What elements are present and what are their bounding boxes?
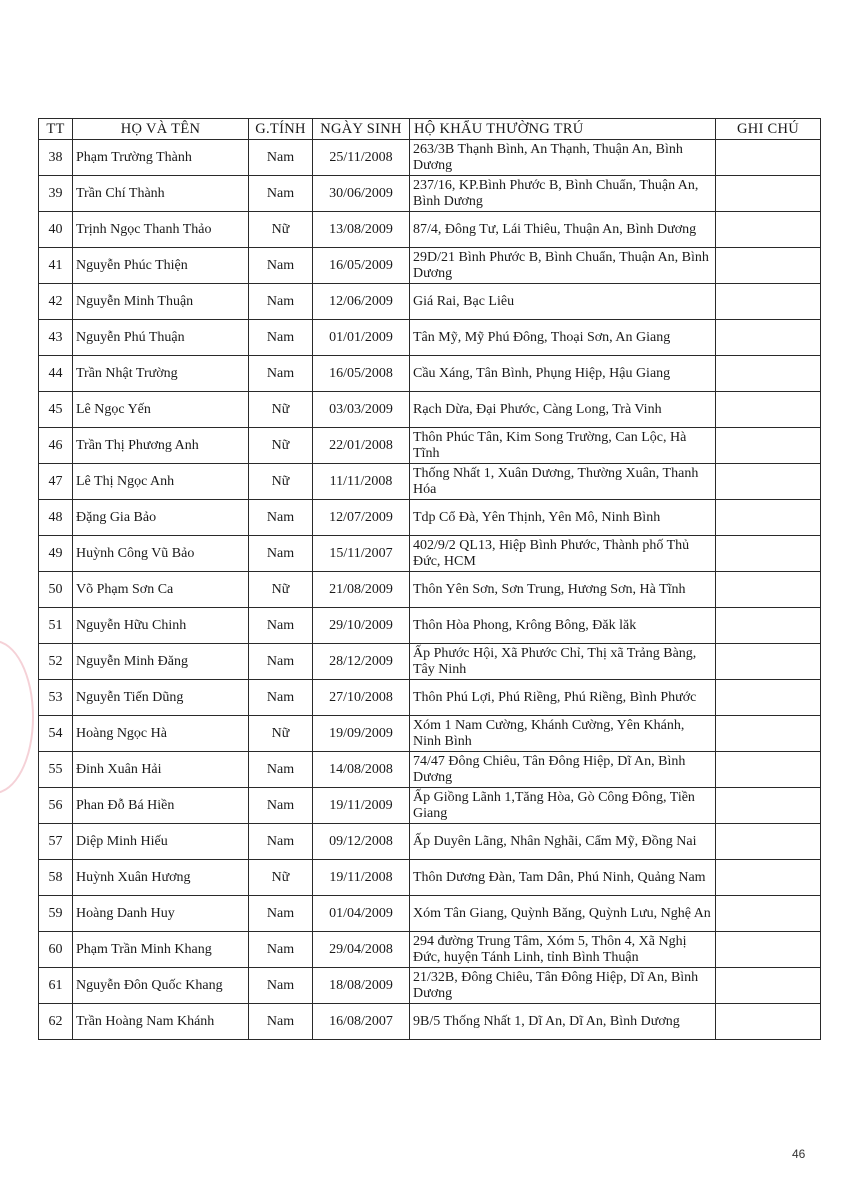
date-of-birth-cell: 15/11/2007 [313, 536, 410, 572]
gender-cell: Nam [249, 320, 313, 356]
note-cell [716, 572, 821, 608]
gender-cell: Nam [249, 824, 313, 860]
table-row [39, 824, 821, 860]
note-cell [716, 212, 821, 248]
gender-cell: Nam [249, 752, 313, 788]
table-row [39, 644, 821, 680]
permanent-address-cell: Ấp Duyên Lãng, Nhân Nghãi, Cẩm Mỹ, Đồng Nai [410, 824, 716, 860]
gender-cell: Nữ [249, 860, 313, 896]
permanent-address-cell: Ấp Giồng Lãnh 1,Tăng Hòa, Gò Công Đông, Tiền Giang [410, 788, 716, 824]
student-name-cell: Trần Thị Phương Anh [73, 428, 249, 464]
date-of-birth-cell: 12/07/2009 [313, 500, 410, 536]
note-cell [716, 932, 821, 968]
row-number-cell: 38 [39, 140, 73, 176]
student-roster-table [38, 118, 821, 1040]
note-cell [716, 860, 821, 896]
note-cell [716, 968, 821, 1004]
gender-cell: Nam [249, 932, 313, 968]
student-name-cell: Phạm Trường Thành [73, 140, 249, 176]
note-cell [716, 1004, 821, 1040]
table-row [39, 896, 821, 932]
note-cell [716, 500, 821, 536]
row-number-cell: 49 [39, 536, 73, 572]
note-cell [716, 320, 821, 356]
faded-red-stamp [0, 640, 34, 794]
note-cell [716, 752, 821, 788]
row-number-cell: 45 [39, 392, 73, 428]
row-number-cell: 42 [39, 284, 73, 320]
table-row [39, 428, 821, 464]
permanent-address-cell: Rạch Dừa, Đại Phước, Càng Long, Trà Vinh [410, 392, 716, 428]
row-number-cell: 53 [39, 680, 73, 716]
date-of-birth-cell: 19/09/2009 [313, 716, 410, 752]
note-cell [716, 464, 821, 500]
date-of-birth-cell: 19/11/2009 [313, 788, 410, 824]
gender-cell: Nữ [249, 716, 313, 752]
gender-cell: Nam [249, 500, 313, 536]
header-note: GHI CHÚ [716, 119, 821, 140]
date-of-birth-cell: 27/10/2008 [313, 680, 410, 716]
gender-cell: Nam [249, 1004, 313, 1040]
table-row [39, 140, 821, 176]
permanent-address-cell: 87/4, Đông Tư, Lái Thiêu, Thuận An, Bình Dương [410, 212, 716, 248]
permanent-address-cell: Thôn Phúc Tân, Kim Song Trường, Can Lộc, Hà Tĩnh [410, 428, 716, 464]
date-of-birth-cell: 29/04/2008 [313, 932, 410, 968]
student-name-cell: Võ Phạm Sơn Ca [73, 572, 249, 608]
table-row [39, 536, 821, 572]
table-row [39, 500, 821, 536]
permanent-address-cell: Xóm Tân Giang, Quỳnh Băng, Quỳnh Lưu, Nghệ An [410, 896, 716, 932]
student-name-cell: Nguyễn Minh Thuận [73, 284, 249, 320]
header-dob: NGÀY SINH [313, 119, 410, 140]
date-of-birth-cell: 13/08/2009 [313, 212, 410, 248]
row-number-cell: 43 [39, 320, 73, 356]
row-number-cell: 56 [39, 788, 73, 824]
table-row [39, 572, 821, 608]
permanent-address-cell: 74/47 Đông Chiêu, Tân Đông Hiệp, Dĩ An, Bình Dương [410, 752, 716, 788]
header-name: HỌ VÀ TÊN [73, 119, 249, 140]
permanent-address-cell: 21/32B, Đông Chiêu, Tân Đông Hiệp, Dĩ An, Bình Dương [410, 968, 716, 1004]
note-cell [716, 716, 821, 752]
row-number-cell: 40 [39, 212, 73, 248]
permanent-address-cell: Tdp Cổ Đà, Yên Thịnh, Yên Mô, Ninh Bình [410, 500, 716, 536]
student-name-cell: Trần Chí Thành [73, 176, 249, 212]
row-number-cell: 50 [39, 572, 73, 608]
row-number-cell: 62 [39, 1004, 73, 1040]
student-name-cell: Hoàng Danh Huy [73, 896, 249, 932]
date-of-birth-cell: 21/08/2009 [313, 572, 410, 608]
student-name-cell: Nguyễn Minh Đăng [73, 644, 249, 680]
note-cell [716, 356, 821, 392]
student-name-cell: Nguyễn Phú Thuận [73, 320, 249, 356]
date-of-birth-cell: 01/01/2009 [313, 320, 410, 356]
note-cell [716, 824, 821, 860]
table-row [39, 212, 821, 248]
date-of-birth-cell: 19/11/2008 [313, 860, 410, 896]
table-row [39, 392, 821, 428]
table-row [39, 464, 821, 500]
table-row [39, 356, 821, 392]
page-number: 46 [792, 1147, 806, 1161]
student-name-cell: Nguyễn Hữu Chinh [73, 608, 249, 644]
permanent-address-cell: 29D/21 Bình Phước B, Bình Chuẩn, Thuận An, Bình Dương [410, 248, 716, 284]
gender-cell: Nam [249, 608, 313, 644]
permanent-address-cell: Xóm 1 Nam Cường, Khánh Cường, Yên Khánh, Ninh Bình [410, 716, 716, 752]
date-of-birth-cell: 16/08/2007 [313, 1004, 410, 1040]
table-row [39, 248, 821, 284]
student-name-cell: Nguyễn Tiến Dũng [73, 680, 249, 716]
gender-cell: Nam [249, 356, 313, 392]
gender-cell: Nữ [249, 572, 313, 608]
row-number-cell: 51 [39, 608, 73, 644]
row-number-cell: 58 [39, 860, 73, 896]
permanent-address-cell: Tân Mỹ, Mỹ Phú Đông, Thoại Sơn, An Giang [410, 320, 716, 356]
permanent-address-cell: 294 đường Trung Tâm, Xóm 5, Thôn 4, Xã Nghị Đức, huyện Tánh Linh, tỉnh Bình Thuận [410, 932, 716, 968]
row-number-cell: 46 [39, 428, 73, 464]
permanent-address-cell: Thôn Hòa Phong, Krông Bông, Đăk lăk [410, 608, 716, 644]
permanent-address-cell: Thống Nhất 1, Xuân Dương, Thường Xuân, Thanh Hóa [410, 464, 716, 500]
date-of-birth-cell: 18/08/2009 [313, 968, 410, 1004]
note-cell [716, 536, 821, 572]
date-of-birth-cell: 22/01/2008 [313, 428, 410, 464]
permanent-address-cell: 263/3B Thạnh Bình, An Thạnh, Thuận An, Bình Dương [410, 140, 716, 176]
row-number-cell: 54 [39, 716, 73, 752]
date-of-birth-cell: 11/11/2008 [313, 464, 410, 500]
note-cell [716, 896, 821, 932]
note-cell [716, 428, 821, 464]
date-of-birth-cell: 14/08/2008 [313, 752, 410, 788]
student-name-cell: Trần Nhật Trường [73, 356, 249, 392]
row-number-cell: 48 [39, 500, 73, 536]
date-of-birth-cell: 09/12/2008 [313, 824, 410, 860]
table-row [39, 752, 821, 788]
date-of-birth-cell: 29/10/2009 [313, 608, 410, 644]
gender-cell: Nam [249, 644, 313, 680]
row-number-cell: 57 [39, 824, 73, 860]
permanent-address-cell: Thôn Dương Đàn, Tam Dân, Phú Ninh, Quảng Nam [410, 860, 716, 896]
table-row [39, 932, 821, 968]
note-cell [716, 140, 821, 176]
student-name-cell: Đinh Xuân Hải [73, 752, 249, 788]
student-name-cell: Trịnh Ngọc Thanh Thảo [73, 212, 249, 248]
table-row [39, 176, 821, 212]
date-of-birth-cell: 12/06/2009 [313, 284, 410, 320]
student-name-cell: Đặng Gia Bảo [73, 500, 249, 536]
student-name-cell: Phạm Trần Minh Khang [73, 932, 249, 968]
gender-cell: Nam [249, 176, 313, 212]
gender-cell: Nam [249, 284, 313, 320]
student-name-cell: Lê Thị Ngọc Anh [73, 464, 249, 500]
note-cell [716, 392, 821, 428]
gender-cell: Nữ [249, 464, 313, 500]
gender-cell: Nữ [249, 212, 313, 248]
row-number-cell: 44 [39, 356, 73, 392]
note-cell [716, 248, 821, 284]
header-address: HỘ KHẨU THƯỜNG TRÚ [410, 119, 716, 140]
row-number-cell: 52 [39, 644, 73, 680]
table-body [39, 140, 821, 1040]
gender-cell: Nam [249, 968, 313, 1004]
gender-cell: Nam [249, 680, 313, 716]
date-of-birth-cell: 30/06/2009 [313, 176, 410, 212]
table-header-row [39, 119, 821, 140]
note-cell [716, 284, 821, 320]
note-cell [716, 644, 821, 680]
gender-cell: Nữ [249, 392, 313, 428]
table-row [39, 788, 821, 824]
row-number-cell: 61 [39, 968, 73, 1004]
permanent-address-cell: 237/16, KP.Bình Phước B, Bình Chuẩn, Thuận An, Bình Dương [410, 176, 716, 212]
table-row [39, 1004, 821, 1040]
table-row [39, 680, 821, 716]
gender-cell: Nam [249, 248, 313, 284]
student-name-cell: Diệp Minh Hiếu [73, 824, 249, 860]
note-cell [716, 176, 821, 212]
permanent-address-cell: 9B/5 Thống Nhất 1, Dĩ An, Dĩ An, Bình Dương [410, 1004, 716, 1040]
gender-cell: Nam [249, 140, 313, 176]
row-number-cell: 39 [39, 176, 73, 212]
student-name-cell: Nguyễn Phúc Thiện [73, 248, 249, 284]
student-name-cell: Hoàng Ngọc Hà [73, 716, 249, 752]
permanent-address-cell: Thôn Phú Lợi, Phú Riềng, Phú Riềng, Bình Phước [410, 680, 716, 716]
date-of-birth-cell: 16/05/2009 [313, 248, 410, 284]
gender-cell: Nam [249, 536, 313, 572]
permanent-address-cell: Giá Rai, Bạc Liêu [410, 284, 716, 320]
row-number-cell: 47 [39, 464, 73, 500]
date-of-birth-cell: 25/11/2008 [313, 140, 410, 176]
row-number-cell: 41 [39, 248, 73, 284]
row-number-cell: 60 [39, 932, 73, 968]
date-of-birth-cell: 28/12/2009 [313, 644, 410, 680]
gender-cell: Nữ [249, 428, 313, 464]
row-number-cell: 55 [39, 752, 73, 788]
table-row [39, 860, 821, 896]
table-row [39, 608, 821, 644]
permanent-address-cell: Thôn Yên Sơn, Sơn Trung, Hương Sơn, Hà Tĩnh [410, 572, 716, 608]
permanent-address-cell: Cầu Xáng, Tân Bình, Phụng Hiệp, Hậu Giang [410, 356, 716, 392]
date-of-birth-cell: 16/05/2008 [313, 356, 410, 392]
table-row [39, 716, 821, 752]
date-of-birth-cell: 01/04/2009 [313, 896, 410, 932]
gender-cell: Nam [249, 788, 313, 824]
date-of-birth-cell: 03/03/2009 [313, 392, 410, 428]
header-sex: G.TÍNH [249, 119, 313, 140]
student-name-cell: Huỳnh Xuân Hương [73, 860, 249, 896]
student-name-cell: Phan Đỗ Bá Hiền [73, 788, 249, 824]
header-tt: TT [39, 119, 73, 140]
table-row [39, 320, 821, 356]
note-cell [716, 680, 821, 716]
table-row [39, 284, 821, 320]
permanent-address-cell: Ấp Phước Hội, Xã Phước Chỉ, Thị xã Trảng Bàng, Tây Ninh [410, 644, 716, 680]
student-name-cell: Huỳnh Công Vũ Bảo [73, 536, 249, 572]
note-cell [716, 608, 821, 644]
student-name-cell: Lê Ngọc Yến [73, 392, 249, 428]
gender-cell: Nam [249, 896, 313, 932]
note-cell [716, 788, 821, 824]
row-number-cell: 59 [39, 896, 73, 932]
table-row [39, 968, 821, 1004]
student-name-cell: Trần Hoàng Nam Khánh [73, 1004, 249, 1040]
permanent-address-cell: 402/9/2 QL13, Hiệp Bình Phước, Thành phố Thủ Đức, HCM [410, 536, 716, 572]
student-name-cell: Nguyễn Đôn Quốc Khang [73, 968, 249, 1004]
